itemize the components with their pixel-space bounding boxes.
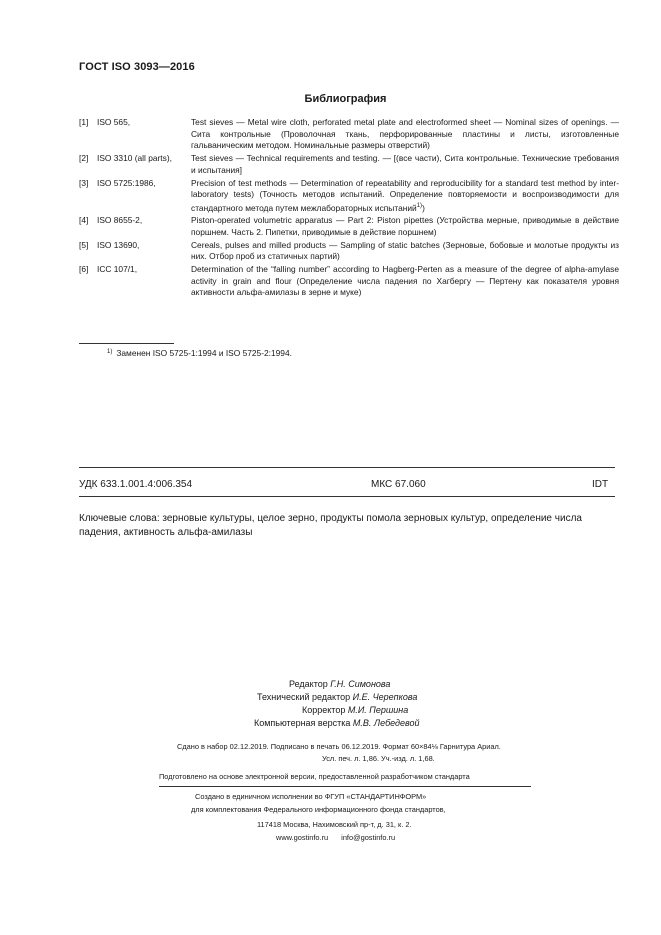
credit-role: Корректор — [302, 705, 346, 715]
entry-standard: ISO 3310 (all parts), — [97, 153, 172, 163]
prepared-note: Подготовлено на основе электронной версии, предоставленной разработчиком стандарта — [159, 772, 470, 781]
entry-text: Cereals, pulses and milled products — Sampling of static batches (Зерновые, бобовые и молотые продукты из них. Отбор проб из статичных партий) — [191, 239, 619, 262]
bibliography-entry — [79, 215, 619, 238]
credit-line — [257, 691, 423, 704]
print-info-line: Усл. печ. л. 1,86. Уч.-изд. л. 1,68. — [322, 754, 435, 763]
entry-standard: ISO 565, — [97, 117, 131, 127]
mks-code: МКС 67.060 — [371, 479, 426, 490]
bibliography-entry — [79, 264, 619, 299]
footnote-text: Заменен ISO 5725-1:1994 и ISO 5725-2:1994. — [116, 348, 292, 358]
bibliography-entry — [79, 240, 619, 263]
entry-text: Test sieves — Metal wire cloth, perforated metal plate and electroformed sheet — Nominal sizes of openings. — Сита контрольные (Проволочная ткань, перфорированные пластины и листы, изготовленные гальваническим методом. Номинальные размеры отверстий) — [191, 117, 619, 150]
print-info-line: Сдано в набор 02.12.2019. Подписано в печать 06.12.2019. Формат 60×84⅛ Гарнитура Ариал. — [177, 742, 501, 751]
entry-standard: ISO 5725:1986, — [97, 177, 156, 188]
credit-role: Редактор — [289, 679, 328, 689]
idt-label: IDT — [592, 479, 609, 490]
entry-standard: ICC 107/1, — [97, 264, 138, 275]
credit-role: Технический редактор — [257, 692, 351, 702]
website-link[interactable]: www.gostinfo.ru — [276, 832, 329, 842]
publisher-contacts — [276, 832, 661, 845]
standard-code: ГОСТ ISO 3093—2016 — [79, 61, 195, 73]
prepared-divider — [159, 786, 531, 787]
credit-line — [302, 704, 468, 717]
email-link[interactable]: info@gostinfo.ru — [341, 832, 396, 842]
entry-text: Piston-operated volumetric apparatus — Part 2: Piston pipettes (Устройства мерные, приводимые в действие поршнем. Часть 2. Пипетки, приводимые в действие поршнем) — [191, 215, 619, 237]
bibliography-entry — [79, 117, 619, 152]
classification-divider-bottom — [79, 496, 615, 497]
credit-name: М.В. Лебедевой — [352, 718, 420, 728]
credit-line — [289, 678, 455, 691]
entry-text: Test sieves — Technical requirements and testing. — [(все части), Сита контрольные. Технические требования и испытания] — [191, 153, 619, 175]
entry-number: [6] — [79, 264, 89, 275]
publisher-line: Создано в единичном исполнении во ФГУП «СТАНДАРТИНФОРМ» — [195, 792, 427, 801]
print-info — [0, 741, 661, 765]
bibliography-title — [0, 93, 661, 105]
footnote-mark: 1) — [107, 349, 113, 355]
bibliography-list — [79, 117, 619, 300]
publisher-address: 117418 Москва, Нахимовский пр-т, д. 31, к. 2. — [257, 820, 412, 829]
credit-line — [254, 717, 420, 730]
entry-standard: ISO 8655-2, — [97, 215, 143, 226]
entry-text: Determination of the “falling number” according to Hagberg-Perten as a measure of the degree of alpha-amylase activity in grain and flour (Определение числа падения по Хагбергу — Пертену как показателя уровня активности альфа-амилазы в зерне и муке) — [191, 264, 619, 298]
keywords: Ключевые слова: зерновые культуры, целое зерно, продукты помола зерновых культур, определение числа падения, активность альфа-амилазы — [79, 513, 582, 538]
footnote-reference: 1) — [416, 202, 423, 209]
entry-text — [191, 178, 619, 214]
footnote-divider — [79, 343, 174, 344]
credit-name: М.И. Першина — [347, 705, 409, 715]
bibliography-entry — [79, 178, 619, 214]
entry-text-body: Precision of test methods — Determination of repeatability and reproducibility for a standard test method by inter-laboratory tests) (Точность методов испытаний. Определение повторяемости и воспроизводимости для стандартного метода путем межлабораторных испытаний — [191, 177, 619, 213]
entry-number: [1] — [79, 117, 89, 127]
credit-name: И.Е. Черепкова — [352, 692, 418, 702]
publisher-line: для комплектования Федерального информационного фонда стандартов, — [191, 804, 446, 814]
footnote — [107, 348, 292, 358]
publisher-info — [0, 791, 661, 841]
classification-divider-top — [79, 467, 615, 468]
entry-standard: ISO 13690, — [97, 239, 140, 250]
entry-number: [3] — [79, 177, 89, 188]
udc-code: УДК 633.1.001.4:006.354 — [79, 479, 193, 490]
entry-number: [4] — [79, 215, 89, 226]
entry-text-tail: ) — [422, 202, 425, 213]
entry-number: [5] — [79, 239, 89, 250]
credit-name: Г.Н. Симонова — [330, 679, 391, 689]
credits-block — [254, 678, 420, 730]
entry-number: [2] — [79, 153, 89, 163]
bibliography-title-text: Библиография — [304, 93, 387, 105]
credit-role: Компьютерная верстка — [254, 718, 351, 728]
bibliography-entry — [79, 153, 619, 176]
